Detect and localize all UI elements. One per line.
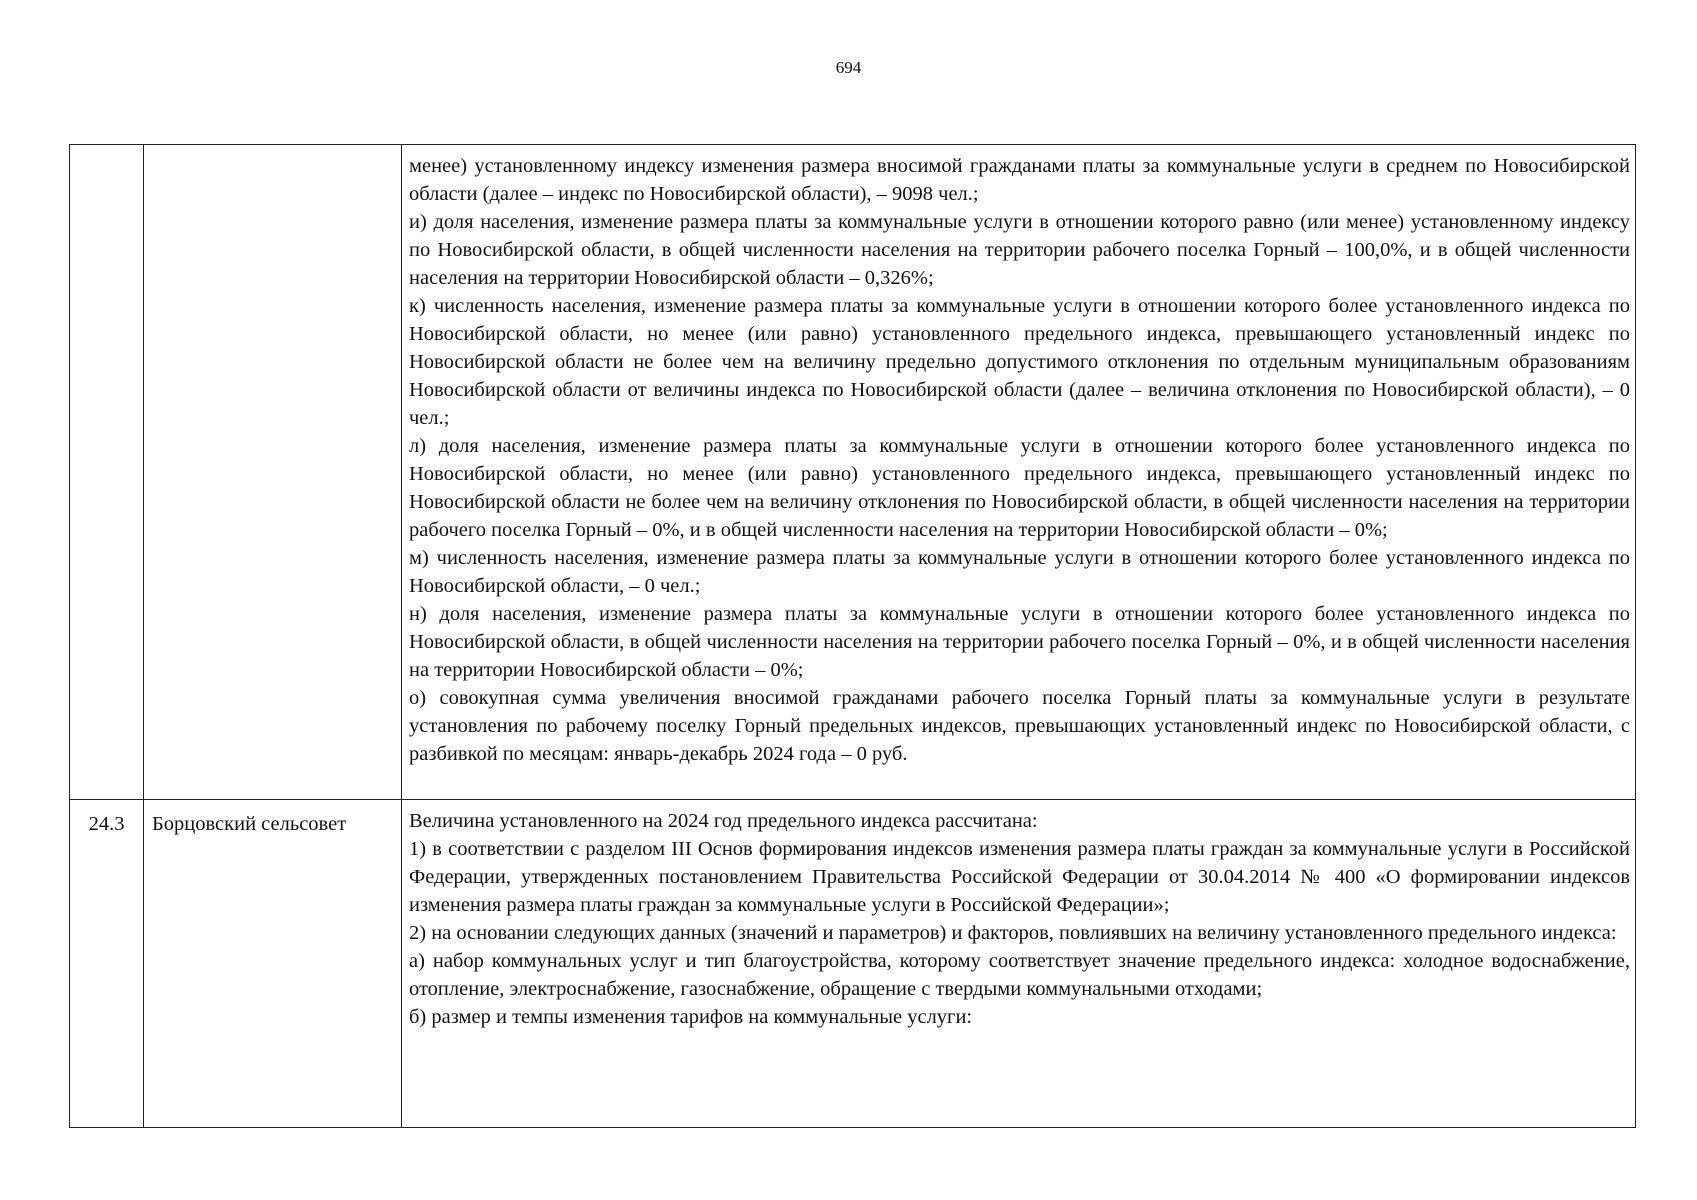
paragraph: Величина установленного на 2024 год предельного индекса рассчитана: <box>409 810 1038 832</box>
paragraph: а) набор коммунальных услуг и тип благоустройства, которому соответствует значение предельного индекса: холодное водоснабжение, отопление, электроснабжение, газоснабжение, обращение с твердыми коммунальными отходами; <box>409 950 1630 1000</box>
municipality-name-cell <box>144 145 402 800</box>
row-number-cell <box>70 145 144 800</box>
paragraph: б) размер и темпы изменения тарифов на коммунальные услуги: <box>409 1006 973 1028</box>
document-table <box>69 144 1636 1128</box>
page-number: 694 <box>835 58 862 77</box>
paragraph: л) доля населения, изменение размера платы за коммунальные услуги в отношении которого более установленного индекса по Новосибирской области, но менее (или равно) установленного предельного индекса, превышающего установленный индекс по Новосибирской области не более чем на величину отклонения по Новосибирской области, в общей численности населения на территории рабочего поселка Горный – 0%, и в общей численности населения на территории Новосибирской области – 0%; <box>409 435 1630 541</box>
table-row <box>70 145 1636 800</box>
row-number-cell: 24.3 <box>70 800 144 1128</box>
paragraph: н) доля населения, изменение размера платы за коммунальные услуги в отношении которого более установленного индекса по Новосибирской области, в общей численности населения на территории рабочего поселка Горный – 0%, и в общей численности населения на территории Новосибирской области – 0%; <box>409 603 1630 681</box>
municipality-name-cell: Борцовский сельсовет <box>144 800 402 1128</box>
paragraph: о) совокупная сумма увеличения вносимой гражданами рабочего поселка Горный платы за коммунальные услуги в результате установления по рабочему поселку Горный предельных индексов, превышающих установленный индекс по Новосибирской области, с разбивкой по месяцам: январь-декабрь 2024 года – 0 руб. <box>409 687 1630 765</box>
table-row <box>70 800 1636 1128</box>
paragraph: к) численность населения, изменение размера платы за коммунальные услуги в отношении которого более установленного индекса по Новосибирской области, но менее (или равно) установленного предельного индекса, превышающего установленный индекс по Новосибирской области не более чем на величину предельно допустимого отклонения по отдельным муниципальным образованиям Новосибирской области от величины индекса по Новосибирской области (далее – величина отклонения по Новосибирской области), – 0 чел.; <box>409 295 1630 429</box>
paragraph: 2) на основании следующих данных (значений и параметров) и факторов, повлиявших на величину установленного предельного индекса: <box>409 922 1617 944</box>
paragraph: менее) установленному индексу изменения размера вносимой гражданами платы за коммунальные услуги в среднем по Новосибирской области (далее – индекс по Новосибирской области), – 9098 чел.; <box>409 155 1630 205</box>
paragraph: 1) в соответствии с разделом III Основ формирования индексов изменения размера платы граждан за коммунальные услуги в Российской Федерации, утвержденных постановлением Правительства Российской Федерации от 30.04.2014 № 400 «О формировании индексов изменения размера платы граждан за коммунальные услуги в Российской Федерации»; <box>409 838 1630 916</box>
paragraph: и) доля населения, изменение размера платы за коммунальные услуги в отношении которого равно (или менее) установленному индексу по Новосибирской области, в общей численности населения на территории рабочего поселка Горный – 100,0%, и в общей численности населения на территории Новосибирской области – 0,326%; <box>409 211 1630 289</box>
description-cell <box>402 800 1636 1128</box>
description-cell <box>402 145 1636 800</box>
paragraph: м) численность населения, изменение размера платы за коммунальные услуги в отношении которого более установленного индекса по Новосибирской области, – 0 чел.; <box>409 547 1630 597</box>
